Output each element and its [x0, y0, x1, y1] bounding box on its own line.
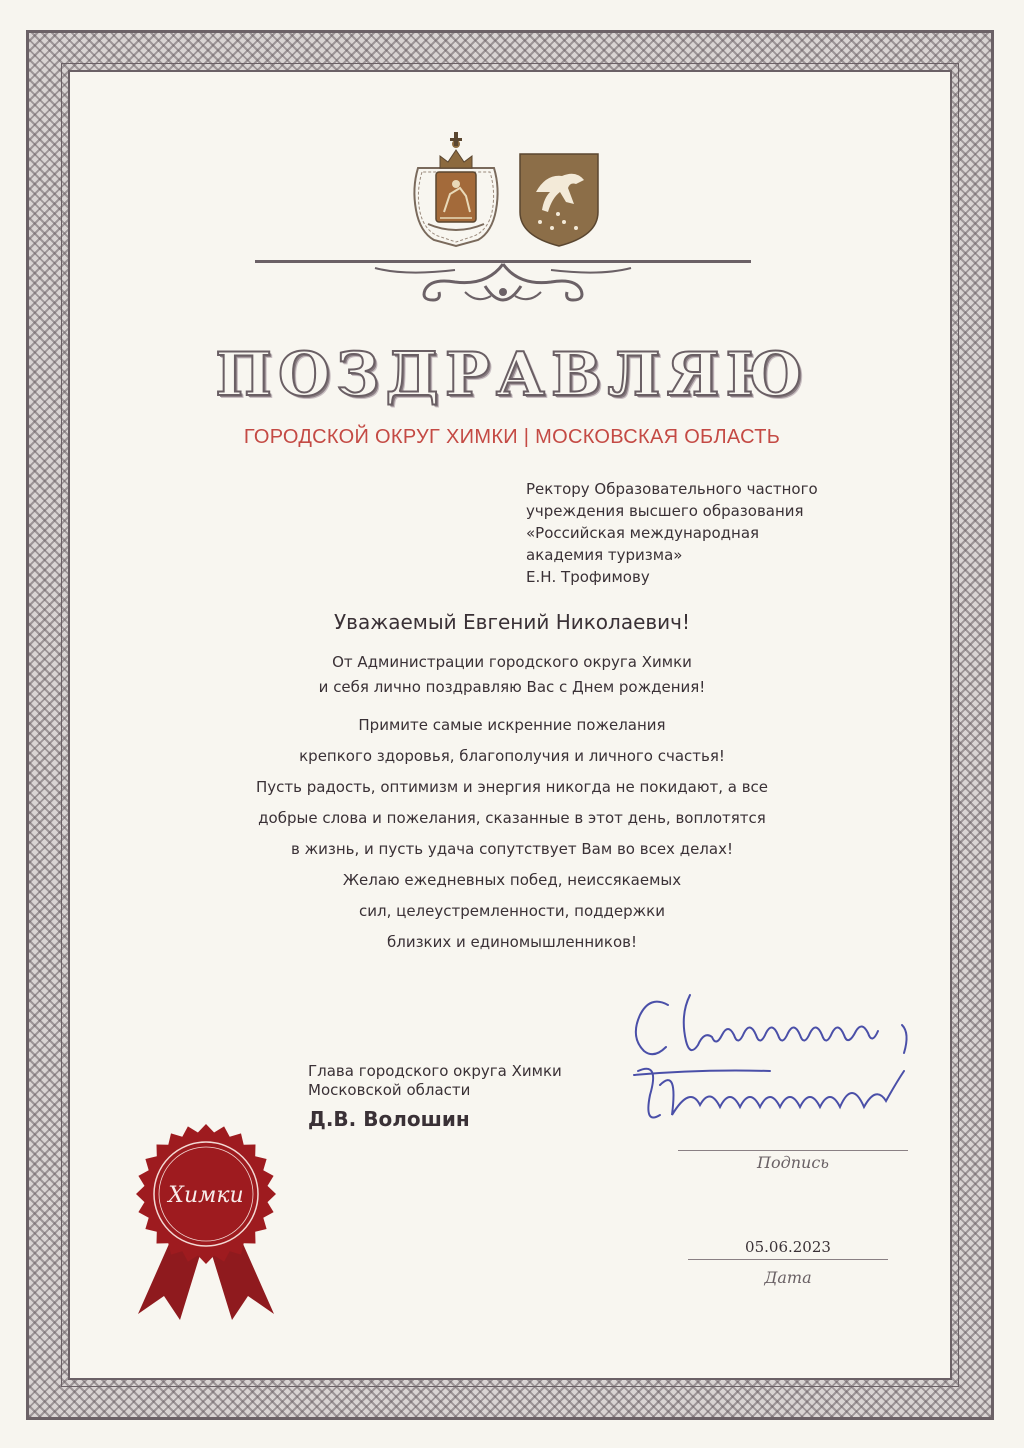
signer-position: Глава городского округа Химки: [308, 1062, 562, 1080]
signer-position: Московской области: [308, 1081, 471, 1099]
intro-line: и себя лично поздравляю Вас с Днем рождения!: [318, 678, 706, 696]
body-line: близких и единомышленников!: [386, 933, 638, 951]
date-line: [688, 1259, 888, 1260]
page-title: ПОЗДРАВЛЯЮ: [215, 340, 809, 410]
signature-caption: Подпись: [756, 1153, 829, 1172]
body-line: сил, целеустремленности, поддержки: [359, 902, 665, 920]
addressee-block: [526, 478, 886, 588]
date-caption: Дата: [764, 1268, 812, 1287]
moscow-oblast-coat-of-arms-icon: [410, 128, 502, 250]
body-line: крепкого здоровья, благополучия и личного счастья!: [299, 747, 725, 765]
wishes-text: [0, 710, 1024, 958]
signature-line: [678, 1150, 908, 1151]
signer-name: Д.В. Волошин: [308, 1107, 470, 1131]
body-line: добрые слова и пожелания, сказанные в этот день, воплотятся: [258, 809, 766, 827]
date-value: 05.06.2023: [745, 1238, 831, 1256]
addressee-line: учреждения высшего образования: [526, 502, 804, 520]
addressee-line: Ректору Образовательного частного: [526, 480, 818, 498]
greeting: Уважаемый Евгений Николаевич!: [333, 610, 691, 634]
body-line: в жизнь, и пусть удача сопутствует Вам во всех делах!: [291, 840, 733, 858]
intro-text: [0, 650, 1024, 700]
body-line: Примите самые искренние пожелания: [358, 716, 666, 734]
seal-text: Химки: [168, 1183, 244, 1208]
intro-line: От Администрации городского округа Химки: [332, 653, 692, 671]
addressee-line: Е.Н. Трофимову: [526, 568, 650, 586]
ornamental-divider-icon: [255, 256, 751, 316]
handwritten-signature: [620, 975, 920, 1155]
subtitle: ГОРОДСКОЙ ОКРУГ ХИМКИ | МОСКОВСКАЯ ОБЛАСТЬ: [243, 426, 781, 448]
wax-seal-icon: [118, 1118, 294, 1320]
addressee-line: «Российская международная: [526, 524, 760, 542]
signer-block: [308, 1062, 628, 1132]
body-line: Желаю ежедневных побед, неиссякаемых: [342, 871, 682, 889]
khimki-coat-of-arms-icon: [518, 152, 600, 248]
addressee-line: академия туризма»: [526, 546, 683, 564]
body-line: Пусть радость, оптимизм и энергия никогда не покидают, а все: [255, 778, 769, 796]
